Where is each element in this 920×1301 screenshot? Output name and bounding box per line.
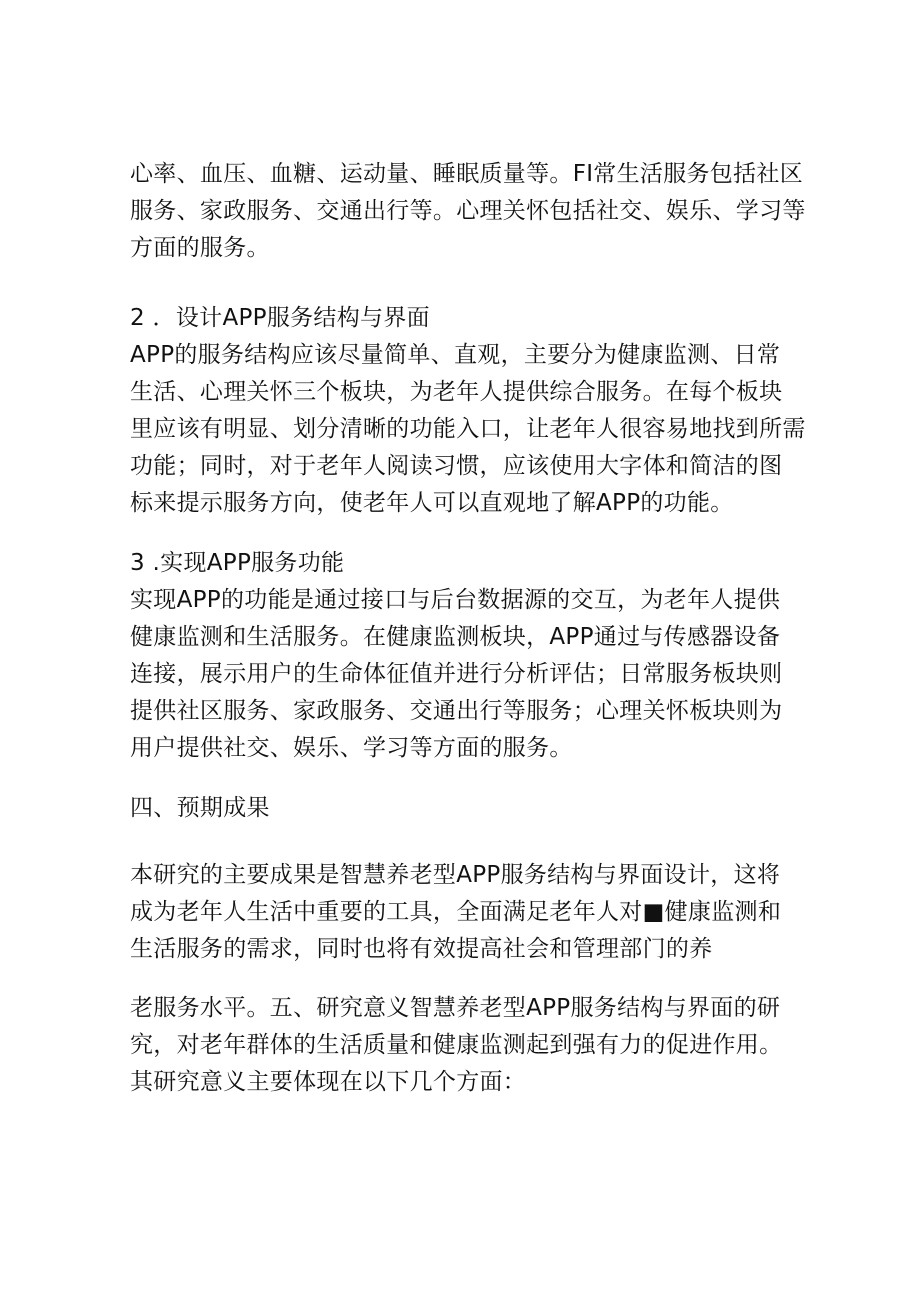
text-line: 生活、心理关怀三个板块，为老年人提供综合服务。在每个板块 [130, 379, 783, 405]
text-line: 实现APP的功能是通过接口与后台数据源的交互，为老年人提供 [130, 587, 781, 613]
text-line: 功能；同时，对于老年人阅读习惯，应该使用大字体和简洁的图 [130, 453, 783, 479]
paragraph-services-intro [130, 156, 810, 267]
text-line: 里应该有明显、划分清晰的功能入口，让老年人很容易地找到所需 [130, 416, 806, 442]
text-line: 究，对老年群体的生活质量和健康监测起到强有力的促进作用。 [130, 1032, 783, 1058]
text-line: APP的服务结构应该尽量简单、直观，主要分为健康监测、日常 [130, 342, 781, 368]
text-line: 标来提示服务方向，使老年人可以直观地了解APP的功能。 [130, 490, 734, 516]
text-line: 健康监测和生活服务。在健康监测板块，APP通过与传感器设备 [130, 624, 781, 650]
text-line: 老服务水平。五、研究意义智慧养老型APP服务结构与界面的研 [130, 995, 781, 1021]
text-line: 服务、家政服务、交通出行等。心理关怀包括社交、娱乐、学习等 [130, 198, 806, 224]
text-line: 提供社区服务、家政服务、交通出行等服务；心理关怀板块则为 [130, 698, 783, 724]
text-line: 连接，展示用户的生命体征值并进行分析评估；日常服务板块则 [130, 661, 783, 687]
text-line: 方面的服务。 [130, 235, 270, 261]
section-2-body [130, 337, 810, 522]
text-line: 生活服务的需求，同时也将有效提高社会和管理部门的养 [130, 936, 713, 962]
text-line: 心率、血压、血糖、运动量、睡眠质量等。FI常生活服务包括社区 [130, 161, 804, 187]
text-line: 成为老年人生活中重要的工具，全面满足老年人对■健康监测和 [130, 899, 782, 925]
section-3-heading: 3 .实现APP服务功能 [130, 550, 345, 576]
text-line: 本研究的主要成果是智慧养老型APP服务结构与界面设计，这将 [130, 862, 781, 888]
text-line: 用户提供社交、娱乐、学习等方面的服务。 [130, 735, 573, 761]
section-3-body [130, 582, 810, 767]
paragraph-research-significance [130, 990, 810, 1101]
section-4-body [130, 857, 810, 968]
section-4-heading: 四、预期成果 [130, 795, 270, 821]
section-2-heading: 2 ．设计APP服务结构与界面 [130, 305, 430, 331]
text-line: 其研究意义主要体现在以下几个方面： [130, 1069, 527, 1095]
